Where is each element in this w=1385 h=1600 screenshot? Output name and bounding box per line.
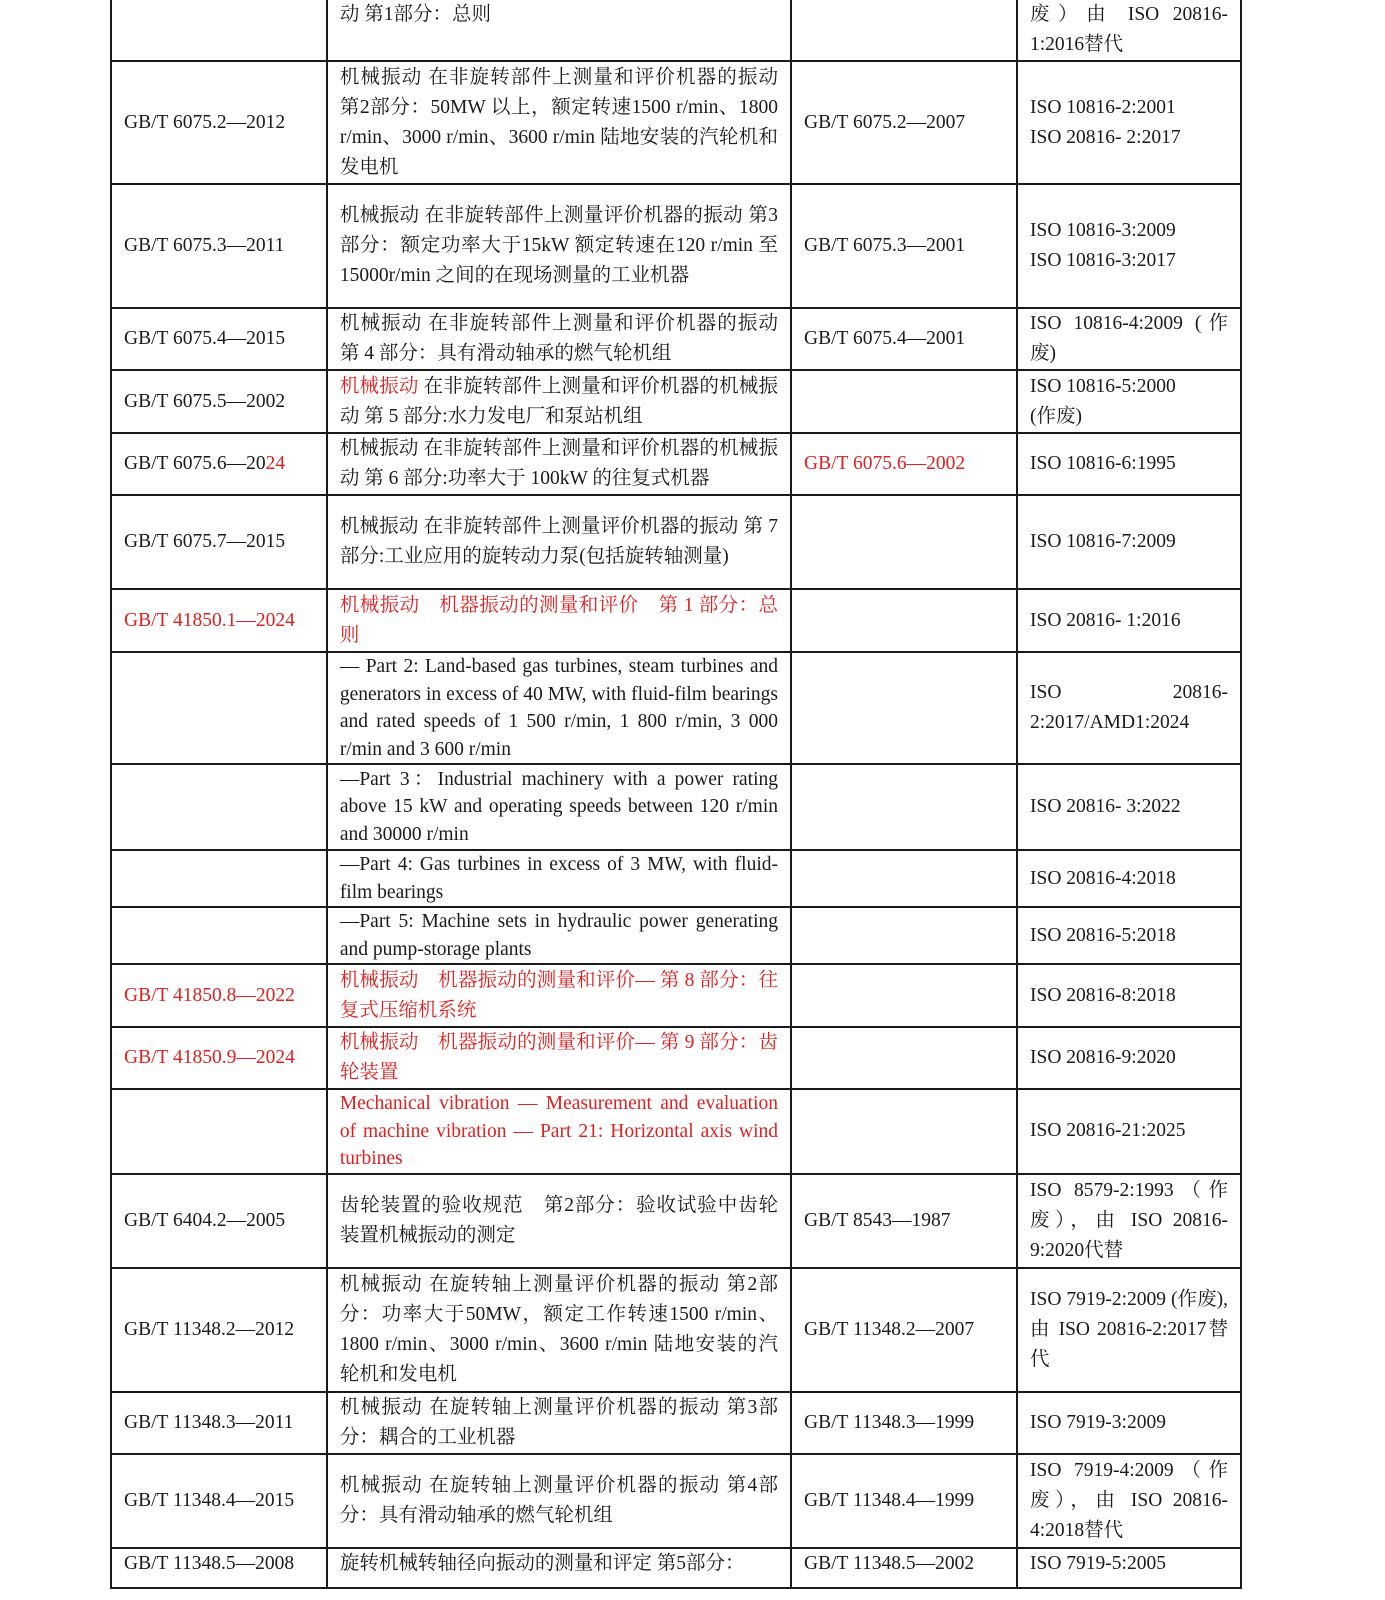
replaced-standard-cell xyxy=(791,764,1017,850)
table-row xyxy=(111,907,1241,964)
gb-standard-cell: GB/T 6404.2—2005 xyxy=(111,1174,327,1268)
replaced-standard-cell xyxy=(791,652,1017,764)
table-row xyxy=(111,1027,1241,1089)
replaced-standard-cell: GB/T 6075.3—2001 xyxy=(791,184,1017,308)
gb-standard-cell: GB/T 41850.8—2022 xyxy=(111,964,327,1027)
iso-standard-cell: ISO 10816-4:2009 (作废) xyxy=(1017,308,1241,370)
gb-standard-cell xyxy=(111,0,327,61)
title-cell: 机械振动 在非旋转部件上测量评价机器的振动 第3部分：额定功率大于15kW 额定转速在120 r/min 至15000r/min 之间的在现场测量的工业机器 xyxy=(327,184,791,308)
iso-standard-cell: ISO 7919-2:2009 (作废),由 ISO 20816-2:2017替代 xyxy=(1017,1268,1241,1392)
table-row xyxy=(111,433,1241,495)
gb-standard-cell: GB/T 6075.5—2002 xyxy=(111,370,327,433)
replaced-standard-cell: GB/T 11348.4—1999 xyxy=(791,1454,1017,1548)
table-row xyxy=(111,1174,1241,1268)
replaced-standard-cell: GB/T 6075.6—2002 xyxy=(791,433,1017,495)
table-row xyxy=(111,1548,1241,1588)
replaced-standard-cell: GB/T 6075.4—2001 xyxy=(791,308,1017,370)
title-cell: —Part 3：Industrial machinery with a power rating above 15 kW and operating speeds between 120 r/min and 30000 r/min xyxy=(327,764,791,850)
title-cell: — Part 2: Land-based gas turbines, steam turbines and generators in excess of 40 MW, with fluid-film bearings and rated speeds of 1 500 r/min, 1 800 r/min, 3 000 r/min and 3 600 r/min xyxy=(327,652,791,764)
standards-table xyxy=(110,0,1242,1589)
title-cell: 齿轮装置的验收规范 第2部分：验收试验中齿轮装置机械振动的测定 xyxy=(327,1174,791,1268)
iso-standard-cell: ISO 7919-4:2009（作废），由 ISO 20816-4:2018替代 xyxy=(1017,1454,1241,1548)
table-row xyxy=(111,850,1241,907)
iso-standard-cell: ISO 10816-3:2009 ISO 10816-3:2017 xyxy=(1017,184,1241,308)
title-cell: 机械振动 机器振动的测量和评价 第 1 部分：总则 xyxy=(327,589,791,652)
table-row xyxy=(111,1454,1241,1548)
gb-standard-cell xyxy=(111,850,327,907)
table-row xyxy=(111,495,1241,589)
gb-standard-cell xyxy=(111,907,327,964)
title-cell: 动 第1部分：总则 xyxy=(327,0,791,61)
title-cell: 机械振动 机器振动的测量和评价— 第 8 部分：往复式压缩机系统 xyxy=(327,964,791,1027)
replaced-standard-cell xyxy=(791,907,1017,964)
replaced-standard-cell xyxy=(791,370,1017,433)
table-row xyxy=(111,764,1241,850)
table-row xyxy=(111,652,1241,764)
iso-standard-cell: ISO 20816-2:2017/AMD1:2024 xyxy=(1017,652,1241,764)
iso-standard-cell: ISO 20816-21:2025 xyxy=(1017,1089,1241,1174)
iso-standard-cell: ISO 20816-4:2018 xyxy=(1017,850,1241,907)
table-row xyxy=(111,370,1241,433)
table-body xyxy=(111,0,1241,1588)
replaced-standard-cell xyxy=(791,964,1017,1027)
title-cell: 机械振动 在非旋转部件上测量和评价机器的振动 第2部分：50MW 以上，额定转速1500 r/min、1800 r/min、3000 r/min、3600 r/min 陆地安装的汽轮机和发电机 xyxy=(327,61,791,184)
iso-standard-cell: ISO 10816-6:1995 xyxy=(1017,433,1241,495)
title-cell: 机械振动 在旋转轴上测量评价机器的振动 第3部分：耦合的工业机器 xyxy=(327,1392,791,1454)
title-cell: 机械振动 在旋转轴上测量评价机器的振动 第4部分：具有滑动轴承的燃气轮机组 xyxy=(327,1454,791,1548)
iso-standard-cell: ISO 10816-2:2001 ISO 20816- 2:2017 xyxy=(1017,61,1241,184)
title-cell: 机械振动 在非旋转部件上测量和评价机器的机械振动 第 6 部分:功率大于 100kW 的往复式机器 xyxy=(327,433,791,495)
title-cell: 机械振动 在非旋转部件上测量评价机器的振动 第 7 部分:工业应用的旋转动力泵(包括旋转轴测量) xyxy=(327,495,791,589)
gb-standard-cell: GB/T 6075.6—2024 xyxy=(111,433,327,495)
gb-standard-cell: GB/T 41850.1—2024 xyxy=(111,589,327,652)
replaced-standard-cell: GB/T 6075.2—2007 xyxy=(791,61,1017,184)
iso-standard-cell: ISO 10816-7:2009 xyxy=(1017,495,1241,589)
iso-standard-cell: ISO 20816-9:2020 xyxy=(1017,1027,1241,1089)
iso-standard-cell: ISO 20816- 1:2016 xyxy=(1017,589,1241,652)
iso-standard-cell: ISO 7919-3:2009 xyxy=(1017,1392,1241,1454)
replaced-standard-cell xyxy=(791,1027,1017,1089)
gb-standard-cell: GB/T 6075.4—2015 xyxy=(111,308,327,370)
replaced-standard-cell: GB/T 8543—1987 xyxy=(791,1174,1017,1268)
iso-standard-cell: ISO 8579-2:1993（作废），由 ISO 20816-9:2020代替 xyxy=(1017,1174,1241,1268)
title-cell: Mechanical vibration — Measurement and evaluation of machine vibration — Part 21: Horizontal axis wind turbines xyxy=(327,1089,791,1174)
title-cell: 机械振动 在非旋转部件上测量和评价机器的机械振动 第 5 部分:水力发电厂和泵站机组 xyxy=(327,370,791,433)
replaced-standard-cell: GB/T 11348.5—2002 xyxy=(791,1548,1017,1588)
replaced-standard-cell xyxy=(791,589,1017,652)
replaced-standard-cell xyxy=(791,850,1017,907)
gb-standard-cell: GB/T 11348.2—2012 xyxy=(111,1268,327,1392)
gb-standard-cell: GB/T 11348.4—2015 xyxy=(111,1454,327,1548)
title-cell: 机械振动 在旋转轴上测量评价机器的振动 第2部分：功率大于50MW，额定工作转速1500 r/min、1800 r/min、3000 r/min、3600 r/min 陆地安装的汽轮机和发电机 xyxy=(327,1268,791,1392)
table-row xyxy=(111,61,1241,184)
replaced-standard-cell xyxy=(791,1089,1017,1174)
gb-standard-cell: GB/T 6075.2—2012 xyxy=(111,61,327,184)
gb-standard-cell xyxy=(111,764,327,850)
gb-standard-cell: GB/T 11348.5—2008 xyxy=(111,1548,327,1588)
iso-standard-cell: ISO 7919-5:2005 xyxy=(1017,1548,1241,1588)
title-cell: 旋转机械转轴径向振动的测量和评定 第5部分： xyxy=(327,1548,791,1588)
table-row xyxy=(111,308,1241,370)
table-row xyxy=(111,184,1241,308)
gb-standard-cell xyxy=(111,1089,327,1174)
iso-standard-cell: ISO 20816-5:2018 xyxy=(1017,907,1241,964)
replaced-standard-cell xyxy=(791,0,1017,61)
iso-standard-cell: ISO 20816-8:2018 xyxy=(1017,964,1241,1027)
iso-standard-cell: 废）由 ISO 20816-1:2016替代 xyxy=(1017,0,1241,61)
table-row xyxy=(111,1392,1241,1454)
iso-standard-cell: ISO 20816- 3:2022 xyxy=(1017,764,1241,850)
gb-standard-cell: GB/T 6075.3—2011 xyxy=(111,184,327,308)
gb-standard-cell: GB/T 6075.7—2015 xyxy=(111,495,327,589)
table-row xyxy=(111,964,1241,1027)
iso-standard-cell: ISO 10816-5:2000 (作废) xyxy=(1017,370,1241,433)
title-cell: —Part 4: Gas turbines in excess of 3 MW, with fluid-film bearings xyxy=(327,850,791,907)
gb-standard-cell: GB/T 11348.3—2011 xyxy=(111,1392,327,1454)
table-row xyxy=(111,589,1241,652)
replaced-standard-cell: GB/T 11348.2—2007 xyxy=(791,1268,1017,1392)
table-row xyxy=(111,1089,1241,1174)
replaced-standard-cell: GB/T 11348.3—1999 xyxy=(791,1392,1017,1454)
title-cell: 机械振动 机器振动的测量和评价— 第 9 部分：齿轮装置 xyxy=(327,1027,791,1089)
gb-standard-cell xyxy=(111,652,327,764)
table-row xyxy=(111,1268,1241,1392)
gb-standard-cell: GB/T 41850.9—2024 xyxy=(111,1027,327,1089)
title-cell: 机械振动 在非旋转部件上测量和评价机器的振动 第 4 部分：具有滑动轴承的燃气轮机组 xyxy=(327,308,791,370)
table-row xyxy=(111,0,1241,61)
replaced-standard-cell xyxy=(791,495,1017,589)
title-cell: —Part 5: Machine sets in hydraulic power generating and pump-storage plants xyxy=(327,907,791,964)
